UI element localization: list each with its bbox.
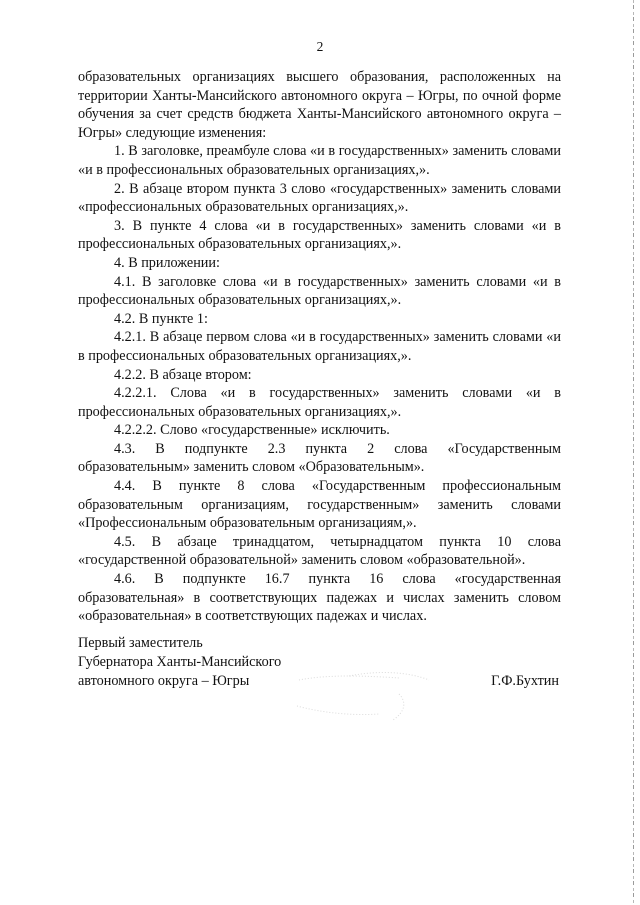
- item-4-2-paragraph: 4.2. В пункте 1:: [114, 310, 208, 327]
- item-4-2-2-1-paragraph: 4.2.2.1. Слова «и в государственных» заменить словами «и в профессиональных образовательных организациях,».: [78, 385, 561, 420]
- item-4-2-2-2-paragraph: 4.2.2.2. Слово «государственные» исключить.: [114, 422, 390, 439]
- page-number: 2: [316, 39, 324, 54]
- item-4-4-paragraph: 4.4. В пункте 8 слова «Государственным профессиональным образовательным организациям, государственным» заменить словами «Профессиональным образовательным организациям,».: [78, 478, 561, 532]
- item-4-1-paragraph: 4.1. В заголовке слова «и в государственных» заменить словами «и в профессиональных образовательных организациях,».: [78, 273, 561, 309]
- signatory-position-line: автономного округа – Югры: [78, 673, 250, 689]
- document-body: [78, 68, 561, 626]
- signatory-position-line: Губернатора Ханты-Мансийского: [78, 654, 282, 670]
- item-4-6-paragraph: 4.6. В подпункте 16.7 пункта 16 слова «государственная образовательная» в соответствующих падежах и числах заменить словом «образовательная» в соответствующих падежах и числах.: [78, 571, 561, 625]
- item-4-paragraph: 4. В приложении:: [114, 254, 220, 271]
- signatory-position: [78, 634, 561, 691]
- item-4-3-paragraph: 4.3. В подпункте 2.3 пункта 2 слова «Государственным образовательным» заменить словом «Образовательным».: [78, 440, 561, 476]
- signatory-position-line: Первый заместитель: [78, 635, 203, 651]
- item-2-paragraph: 2. В абзаце втором пункта 3 слово «государственных» заменить словами «профессиональных образовательных организациях,».: [78, 180, 561, 216]
- scan-edge-line: [633, 0, 634, 905]
- item-3-paragraph: 3. В пункте 4 слова «и в государственных» заменить словами «и в профессиональных образовательных организациях,».: [78, 217, 561, 253]
- item-4-5-paragraph: 4.5. В абзаце тринадцатом, четырнадцатом пункта 10 слова «государственной образовательной» заменить словом «образовательной».: [78, 533, 561, 569]
- item-4-2-1-paragraph: 4.2.1. В абзаце первом слова «и в государственных» заменить словами «и в профессиональных образовательных организациях,».: [78, 329, 561, 364]
- signatory-name: Г.Ф.Бухтин: [491, 673, 559, 689]
- item-1-paragraph: 1. В заголовке, преамбуле слова «и в государственных» заменить словами «и в профессиональных образовательных организациях,».: [78, 143, 561, 178]
- signature-block: [78, 634, 561, 691]
- intro-paragraph: образовательных организациях высшего образования, расположенных на территории Ханты-Мансийского автономного округа – Югры, по очной форме обучения за счет средств бюджета Ханты-Мансийского автономного округа – Югры» следующие изменения:: [78, 69, 561, 141]
- item-4-2-2-paragraph: 4.2.2. В абзаце втором:: [114, 366, 252, 383]
